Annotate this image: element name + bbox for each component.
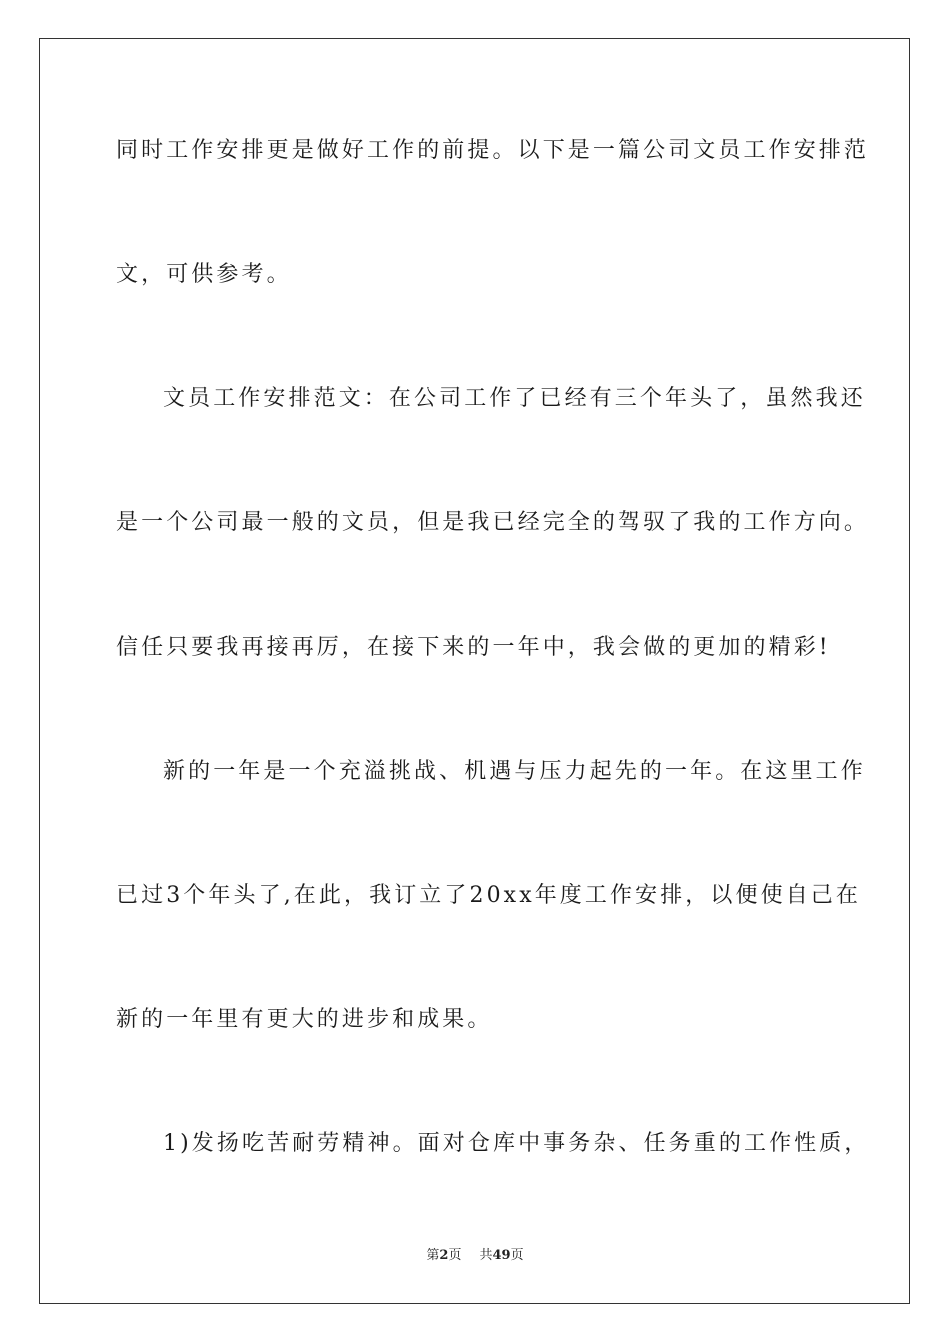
footer-total-pages: 49 xyxy=(492,1248,511,1263)
footer-page-prefix: 第 xyxy=(426,1248,440,1263)
text-line-9: 1)发扬吃苦耐劳精神。面对仓库中事务杂、任务重的工作性质， xyxy=(163,1131,870,1156)
footer-page-suffix: 页 xyxy=(448,1248,462,1263)
text-line-6: 新的一年是一个充溢挑战、机遇与压力起先的一年。在这里工作 xyxy=(163,759,866,784)
footer-total-suffix: 页 xyxy=(510,1248,524,1263)
page-footer xyxy=(0,1247,950,1265)
text-line-3: 文员工作安排范文：在公司工作了已经有三个年头了，虽然我还 xyxy=(163,386,866,411)
text-line-7: 已过3个年头了,在此，我订立了20xx年度工作安排，以便使自己在 xyxy=(116,883,862,908)
footer-page-number: 2 xyxy=(439,1248,449,1263)
page-border xyxy=(39,38,910,1304)
footer-total-prefix: 共 xyxy=(479,1248,493,1263)
text-line-2: 文，可供参考。 xyxy=(116,262,292,287)
text-line-1: 同时工作安排更是做好工作的前提。以下是一篇公司文员工作安排范 xyxy=(116,138,870,163)
text-line-8: 新的一年里有更大的进步和成果。 xyxy=(116,1007,493,1032)
text-line-5: 信任只要我再接再厉，在接下来的一年中，我会做的更加的精彩! xyxy=(116,635,831,660)
text-line-4: 是一个公司最一般的文员，但是我已经完全的驾驭了我的工作方向。 xyxy=(116,510,870,535)
